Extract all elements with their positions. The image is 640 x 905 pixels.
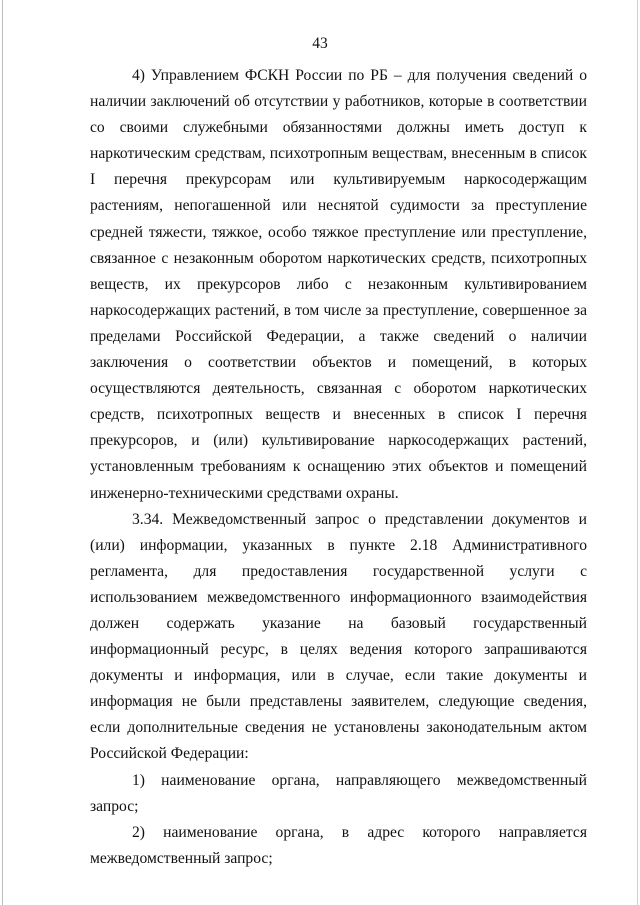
list-item-1: 1) наименование органа, направляющего межведомственный запрос; (90, 771, 587, 815)
document-body (90, 63, 587, 872)
paragraph-3-34: 3.34. Межведомственный запрос о представлении документов и (или) информации, указанных в пункте 2.18 Административного регламента, для предоставления государственной услуги с использованием межведомственного информационного взаимодействия должен содержать указание на базовый государственный информационный ресурс, в целях ведения которого запрашиваются документы и информация, или в случае, если такие документы и информация не были представлены заявителем, следующие сведения, если дополнительные сведения не установлены законодательным актом Российской Федерации: (90, 510, 587, 763)
scan-edge-left (2, 0, 3, 905)
page-number: 43 (312, 35, 328, 52)
paragraph-item-4: 4) Управлением ФСКН России по РБ – для получения сведений о наличии заключений об отсутствии у работников, которые в соответствии со своими служебными обязанностями должны иметь доступ к наркотическим средствам, психотропным веществам, внесенным в список I перечня прекурсорам или культивируемым наркосодержащим растениям, непогашенной или неснятой судимости за преступление средней тяжести, тяжкое, особо тяжкое преступление или преступление, связанное с незаконным оборотом наркотических средств, психотропных веществ, их прекурсоров либо с незаконным культивированием наркосодержащих растений, в том числе за преступление, совершенное за пределами Российской Федерации, а также сведений о наличии заключения о соответствии объектов и помещений, в которых осуществляются деятельность, связанная с оборотом наркотических средств, психотропных веществ и внесенных в список I перечня прекурсоров, и (или) культивирование наркосодержащих растений, установленным требованиям к оснащению этих объектов и помещений инженерно-техническими средствами охраны. (90, 67, 587, 502)
list-item-2: 2) наименование органа, в адрес которого направляется межведомственный запрос; (90, 823, 587, 867)
scan-edge-right (637, 0, 638, 905)
